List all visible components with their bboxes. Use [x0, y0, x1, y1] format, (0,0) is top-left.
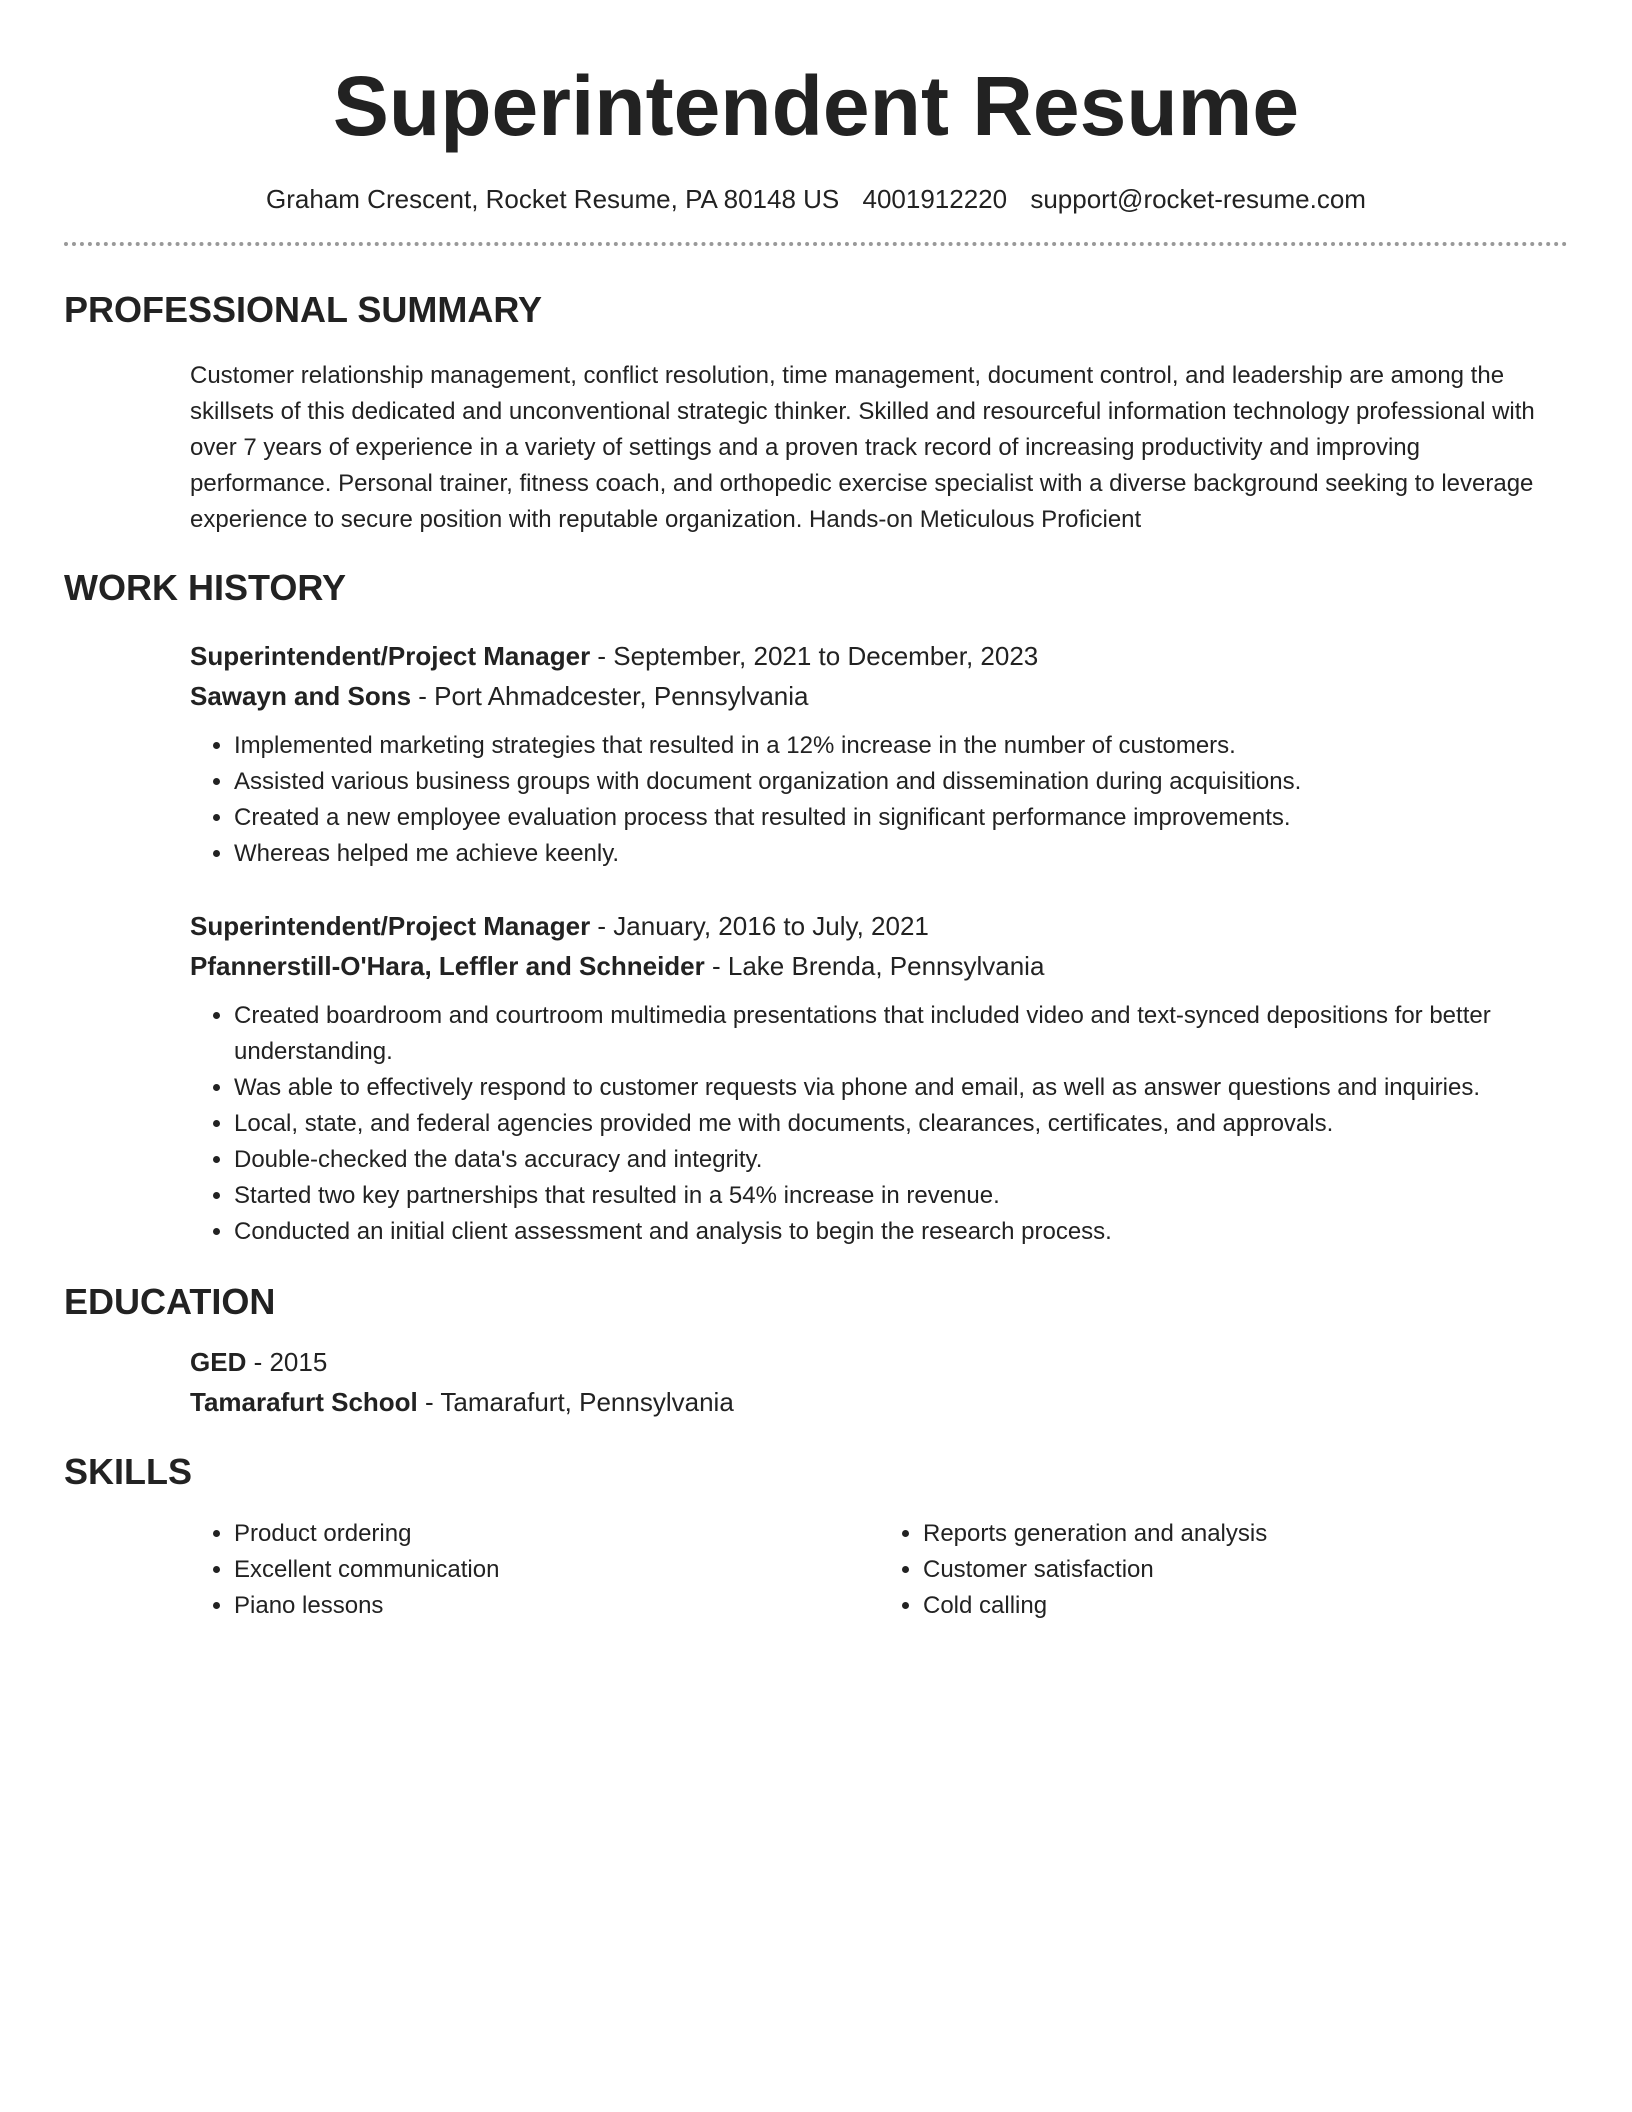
job-company: Pfannerstill-O'Hara, Leffler and Schneider: [190, 951, 705, 981]
job-bullet: • Created boardroom and courtroom multimedia presentations that included video and text-synced depositions for better understanding.: [234, 998, 1568, 1070]
work-body: [64, 636, 1568, 1250]
skill-item: • Piano lessons: [234, 1588, 879, 1624]
job-title-line: [190, 906, 1568, 946]
skill-item: • Customer satisfaction: [923, 1552, 1568, 1588]
education-section: [64, 1280, 1568, 1422]
education-year: - 2015: [246, 1347, 328, 1377]
job-company-line: [190, 946, 1568, 986]
education-school: Tamarafurt School: [190, 1387, 418, 1417]
education-school-line: [190, 1382, 1568, 1422]
skill-item: • Cold calling: [923, 1588, 1568, 1624]
header-divider: [64, 242, 1568, 246]
job-bullets: [190, 998, 1568, 1250]
skills-body: [64, 1516, 1568, 1624]
education-body: [64, 1342, 1568, 1422]
skills-list-right: [879, 1516, 1568, 1624]
job-role: Superintendent/Project Manager: [190, 911, 591, 941]
education-entry: [190, 1342, 1568, 1422]
skill-item: • Excellent communication: [234, 1552, 879, 1588]
skills-list-left: [190, 1516, 879, 1624]
skills-heading: SKILLS: [64, 1451, 193, 1492]
skill-item: • Product ordering: [234, 1516, 879, 1552]
job-company: Sawayn and Sons: [190, 681, 412, 711]
job-bullet: • Double-checked the data's accuracy and integrity.: [234, 1142, 1568, 1178]
job-bullet: • Created a new employee evaluation process that resulted in significant performance improvements.: [234, 800, 1568, 836]
skills-grid: [190, 1516, 1568, 1624]
job-bullet: • Was able to effectively respond to customer requests via phone and email, as well as answer questions and inquiries.: [234, 1070, 1568, 1106]
contact-line: [64, 182, 1568, 216]
work-heading: WORK HISTORY: [64, 567, 347, 608]
job-bullet: • Assisted various business groups with document organization and dissemination during acquisitions.: [234, 764, 1568, 800]
job-title-line: [190, 636, 1568, 676]
job-bullet: • Local, state, and federal agencies provided me with documents, clearances, certificates, and approvals.: [234, 1106, 1568, 1142]
summary-text: Customer relationship management, conflict resolution, time management, document control, and leadership are among the skillsets of this dedicated and unconventional strategic thinker. Skilled and resourceful information technology professional with over 7 years of experience in a variety of settings and a proven track record of increasing productivity and improving performance. Personal trainer, fitness coach, and orthopedic exercise specialist with a diverse background seeking to leverage experience to secure position with reputable organization. Hands-on Meticulous Proficient: [190, 362, 1535, 533]
education-degree: GED: [190, 1347, 247, 1377]
job-location: - Port Ahmadcester, Pennsylvania: [411, 681, 809, 711]
job-bullet: • Implemented marketing strategies that resulted in a 12% increase in the number of customers.: [234, 728, 1568, 764]
job-location: - Lake Brenda, Pennsylvania: [704, 951, 1045, 981]
contact-email: support@rocket-resume.com: [1030, 184, 1366, 214]
job-role: Superintendent/Project Manager: [190, 641, 591, 671]
job-bullets: [190, 728, 1568, 872]
job-entry: [190, 906, 1568, 1250]
work-section: [64, 566, 1568, 1250]
job-bullet: • Whereas helped me achieve keenly.: [234, 836, 1568, 872]
job-bullet: • Conducted an initial client assessment and analysis to begin the research process.: [234, 1214, 1568, 1250]
education-degree-line: [190, 1342, 1568, 1382]
job-dates: - September, 2021 to December, 2023: [590, 641, 1039, 671]
contact-phone: 4001912220: [862, 184, 1008, 214]
skills-section: [64, 1450, 1568, 1624]
education-location: - Tamarafurt, Pennsylvania: [417, 1387, 734, 1417]
job-bullet: • Started two key partnerships that resulted in a 54% increase in revenue.: [234, 1178, 1568, 1214]
skill-item: • Reports generation and analysis: [923, 1516, 1568, 1552]
education-heading: EDUCATION: [64, 1281, 276, 1322]
summary-heading: PROFESSIONAL SUMMARY: [64, 289, 543, 330]
job-company-line: [190, 676, 1568, 716]
job-dates: - January, 2016 to July, 2021: [590, 911, 929, 941]
contact-address: Graham Crescent, Rocket Resume, PA 80148 US: [266, 184, 840, 214]
job-entry: [190, 636, 1568, 872]
summary-body: [64, 358, 1568, 538]
summary-section: [64, 288, 1568, 538]
resume-title: Superintendent Resume: [332, 59, 1300, 153]
